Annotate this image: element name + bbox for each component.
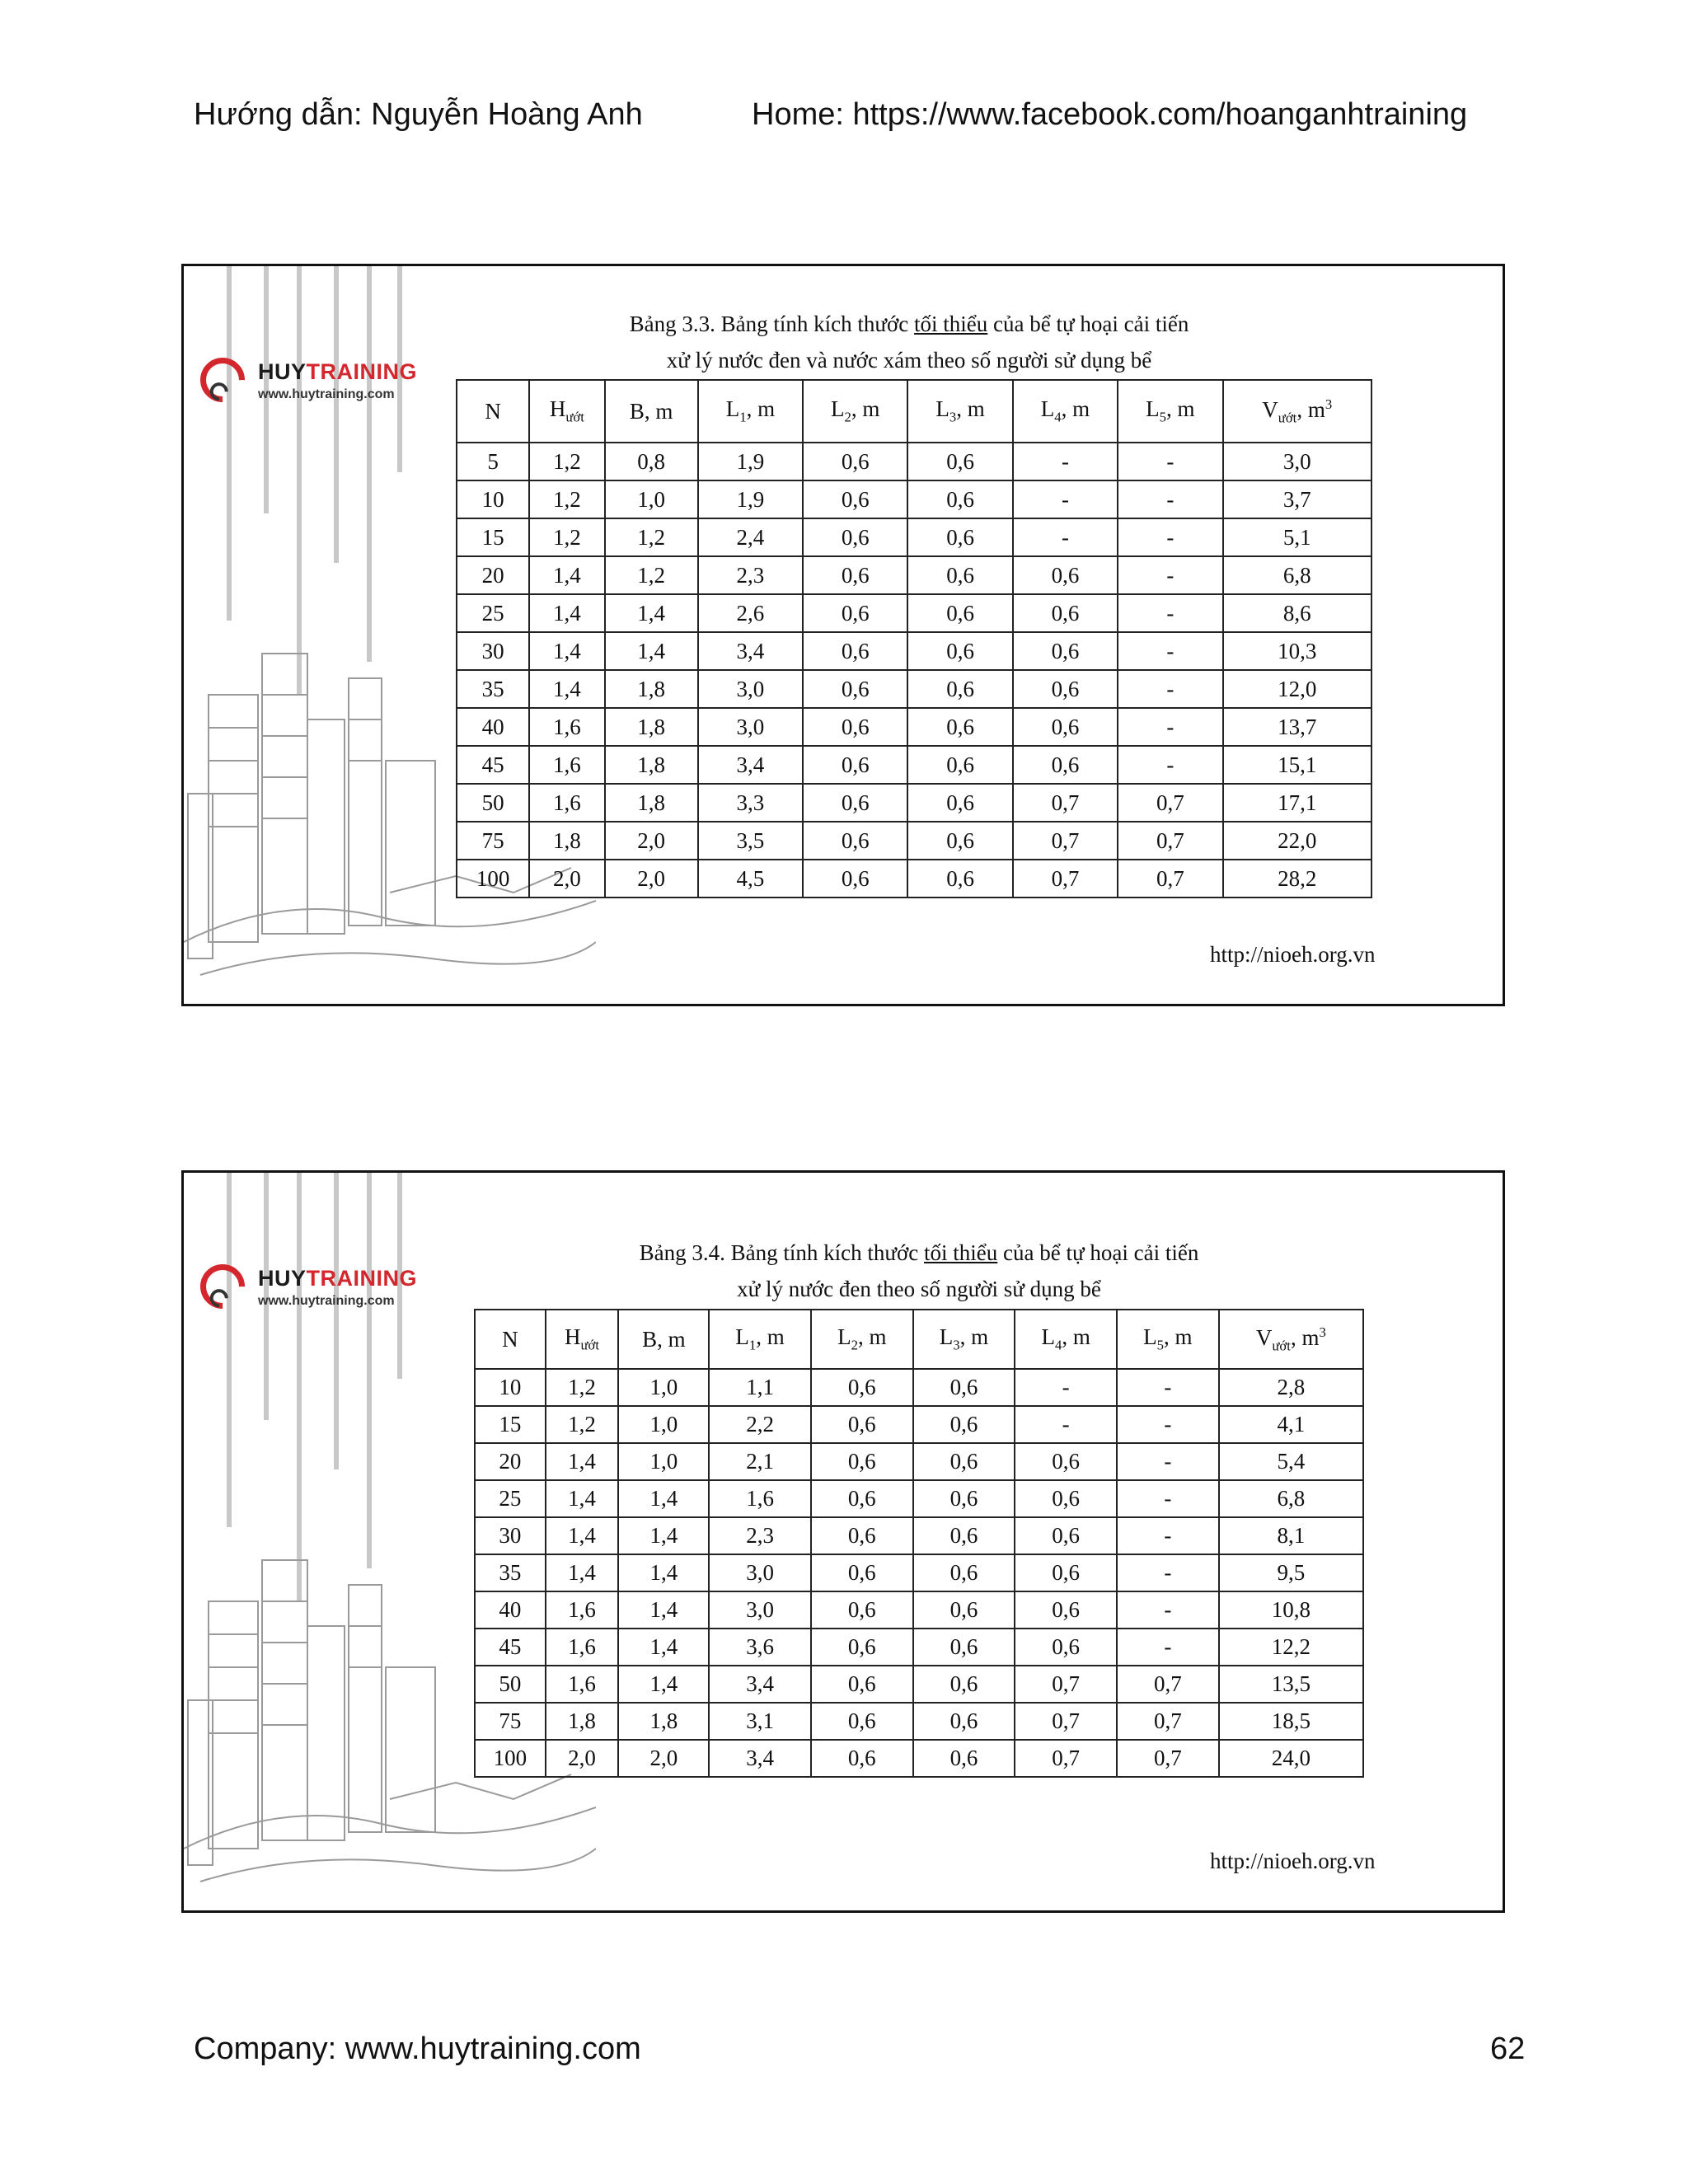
table-cell: 8,1 [1219,1517,1363,1554]
table-cell: 6,8 [1219,1480,1363,1517]
table-cell: - [1013,518,1118,556]
table-cell: 8,6 [1223,594,1372,632]
table-cell: 1,2 [529,443,604,480]
table-cell: 75 [457,822,529,860]
table-cell: 0,6 [907,518,1012,556]
table-cell: 13,7 [1223,708,1372,746]
table-cell: 0,6 [811,1369,913,1406]
table-cell: 0,6 [913,1369,1015,1406]
table-cell: 30 [457,632,529,670]
table-row [457,746,1372,784]
table-cell: 3,4 [698,746,803,784]
table-cell: 2,0 [529,860,604,898]
table-cell: 1,9 [698,480,803,518]
table-cell: - [1117,1591,1219,1629]
table-cell: 0,6 [803,708,907,746]
table-cell: 0,6 [803,746,907,784]
column-header: $V_{ướt}$, $m^3$ [1223,380,1372,443]
table-cell: 20 [475,1443,546,1480]
table-cell: 0,7 [1015,1740,1117,1777]
table-cell: 0,6 [803,594,907,632]
table-cell: 0,6 [1013,746,1118,784]
table-cell: 0,6 [1013,594,1118,632]
table-cell: 0,6 [913,1591,1015,1629]
table-cell: 0,6 [811,1517,913,1554]
table-cell: 1,6 [529,708,604,746]
table-cell: 12,2 [1219,1629,1363,1666]
table-cell: 1,6 [709,1480,811,1517]
table-row [475,1703,1363,1740]
table-row [457,443,1372,480]
table-cell: 0,6 [1015,1554,1117,1591]
table-cell: 3,0 [698,708,803,746]
table-cell: 0,7 [1013,822,1118,860]
table-cell: 22,0 [1223,822,1372,860]
table-cell: 3,4 [709,1740,811,1777]
table-cell: - [1118,746,1222,784]
table-cell: 2,0 [546,1740,619,1777]
table-cell: 5 [457,443,529,480]
table-cell: - [1013,480,1118,518]
table-cell: 0,6 [913,1740,1015,1777]
table-cell: 13,5 [1219,1666,1363,1703]
table-cell: 0,7 [1118,860,1222,898]
table-cell: 3,6 [709,1629,811,1666]
table-cell: 10 [457,480,529,518]
table-cell: - [1117,1629,1219,1666]
column-header: B, m [618,1310,709,1369]
table-cell: 0,8 [605,443,698,480]
column-header: $L_4$, m [1015,1310,1117,1369]
table-cell: - [1118,443,1222,480]
table-cell: 0,6 [811,1443,913,1480]
table-cell: 18,5 [1219,1703,1363,1740]
column-header: B, m [605,380,698,443]
table-cell: 1,6 [529,784,604,822]
table-cell: 0,6 [811,1591,913,1629]
table-cell: 3,7 [1223,480,1372,518]
table-cell: 45 [475,1629,546,1666]
table-cell: - [1015,1369,1117,1406]
column-header: $L_3$, m [913,1310,1015,1369]
table-cell: 1,4 [618,1666,709,1703]
table-cell: 2,1 [709,1443,811,1480]
source-url: http://nioeh.org.vn [1210,1849,1376,1873]
column-header: $V_{ướt}$, $m^3$ [1219,1310,1363,1369]
table-cell: 45 [457,746,529,784]
table-cell: 1,4 [605,632,698,670]
column-header: $L_4$, m [1013,380,1118,443]
table-row [475,1406,1363,1443]
table-cell: 1,0 [605,480,698,518]
table-cell: 2,4 [698,518,803,556]
table-cell: 3,4 [698,632,803,670]
table-cell: 17,1 [1223,784,1372,822]
table-cell: 0,6 [803,518,907,556]
table-cell: 12,0 [1223,670,1372,708]
table-cell: 1,8 [605,708,698,746]
table-cell: 0,6 [811,1554,913,1591]
table-cell: - [1118,480,1222,518]
table-cell: 1,4 [546,1480,619,1517]
table-cell: 0,6 [907,708,1012,746]
table-cell: 0,6 [811,1629,913,1666]
table-cell: 1,2 [546,1406,619,1443]
slide-table-3-4 [181,1170,1505,1913]
table-cell: 0,6 [913,1703,1015,1740]
table-row [457,860,1372,898]
column-header: $H_{ướt}$ [546,1310,619,1369]
table-cell: - [1118,708,1222,746]
table-cell: 0,6 [907,632,1012,670]
table-cell: 2,2 [709,1406,811,1443]
table-cell: 1,0 [618,1443,709,1480]
table-cell: 5,4 [1219,1443,1363,1480]
table-cell: 0,6 [913,1443,1015,1480]
table-row [475,1369,1363,1406]
data-table [456,379,1372,898]
table-cell: 1,4 [546,1443,619,1480]
table-cell: 1,4 [529,556,604,594]
table-cell: 1,0 [618,1406,709,1443]
table-caption: Bảng 3.4. Bảng tính kích thước tối thiểu của bể tự hoại cải tiến xử lý nước đen theo số người sử dụng bể [639,1240,1199,1301]
table-row [457,708,1372,746]
table-cell: 1,2 [605,518,698,556]
table-cell: 4,5 [698,860,803,898]
table-cell: 1,2 [529,480,604,518]
table-cell: 3,0 [698,670,803,708]
table-cell: 1,2 [546,1369,619,1406]
table-cell: 2,6 [698,594,803,632]
table-cell: - [1117,1406,1219,1443]
table-cell: 0,6 [913,1480,1015,1517]
table-row [457,784,1372,822]
table-cell: - [1015,1406,1117,1443]
table-cell: 0,6 [913,1629,1015,1666]
data-table [474,1309,1364,1778]
table-cell: 15 [457,518,529,556]
table-cell: 0,6 [907,822,1012,860]
table-row [475,1554,1363,1591]
table-cell: 40 [475,1591,546,1629]
table-cell: 0,6 [811,1666,913,1703]
table-cell: 0,6 [913,1554,1015,1591]
table-cell: 50 [457,784,529,822]
table-cell: 24,0 [1219,1740,1363,1777]
table-cell: 0,7 [1117,1666,1219,1703]
table-cell: 1,8 [605,746,698,784]
table-cell: 10,8 [1219,1591,1363,1629]
table-cell: 0,7 [1117,1703,1219,1740]
column-header: $L_1$, m [709,1310,811,1369]
table-cell: 1,0 [618,1369,709,1406]
table-cell: 0,6 [803,632,907,670]
table-cell: 1,4 [618,1629,709,1666]
table-cell: - [1118,670,1222,708]
table-cell: 2,3 [709,1517,811,1554]
source-url: http://nioeh.org.vn [1210,942,1376,967]
table-cell: - [1118,632,1222,670]
table-cell: 1,4 [618,1517,709,1554]
table-cell: 3,3 [698,784,803,822]
table-cell: 40 [457,708,529,746]
table-cell: 50 [475,1666,546,1703]
table-cell: 0,6 [907,860,1012,898]
table-cell: 1,8 [546,1703,619,1740]
table-cell: 0,6 [1015,1517,1117,1554]
table-row [457,556,1372,594]
table-cell: 0,6 [1015,1480,1117,1517]
header-author: Hướng dẫn: Nguyễn Hoàng Anh [194,97,643,132]
table-cell: 1,4 [618,1554,709,1591]
table-cell: 1,8 [529,822,604,860]
table-cell: 0,6 [803,556,907,594]
table-cell: 0,6 [1013,632,1118,670]
table-cell: - [1013,443,1118,480]
column-header: N [457,380,529,443]
table-cell: 1,4 [605,594,698,632]
table-cell: 0,6 [913,1406,1015,1443]
table-cell: 1,4 [618,1480,709,1517]
table-cell: 2,0 [605,860,698,898]
table-cell: 5,1 [1223,518,1372,556]
table-cell: 10,3 [1223,632,1372,670]
table-cell: 0,6 [803,784,907,822]
table-cell: 0,6 [907,443,1012,480]
table-cell: 0,6 [1015,1629,1117,1666]
table-cell: 25 [457,594,529,632]
table-cell: 0,7 [1015,1666,1117,1703]
column-header: $L_5$, m [1117,1310,1219,1369]
table-cell: 35 [457,670,529,708]
table-cell: 25 [475,1480,546,1517]
table-row [475,1443,1363,1480]
table-cell: 0,6 [811,1480,913,1517]
table-cell: 1,8 [605,784,698,822]
table-cell: 3,1 [709,1703,811,1740]
table-cell: 0,6 [907,556,1012,594]
table-cell: 9,5 [1219,1554,1363,1591]
table-cell: 0,6 [907,746,1012,784]
page-number: 62 [1490,2032,1526,2066]
table-cell: 2,3 [698,556,803,594]
table-cell: 0,6 [803,670,907,708]
table-row [457,632,1372,670]
table-cell: 0,6 [1015,1591,1117,1629]
table-cell: 1,4 [529,670,604,708]
table-cell: 4,1 [1219,1406,1363,1443]
table-cell: 1,6 [546,1591,619,1629]
table-cell: 1,1 [709,1369,811,1406]
table-cell: 3,0 [709,1591,811,1629]
table-cell: 0,7 [1118,822,1222,860]
table-row [457,594,1372,632]
table-cell: 0,6 [907,594,1012,632]
table-row [475,1517,1363,1554]
table-row [475,1666,1363,1703]
table-cell: 2,0 [618,1740,709,1777]
table-cell: 0,6 [1015,1443,1117,1480]
table-row [475,1740,1363,1777]
table-cell: 1,6 [529,746,604,784]
table-cell: - [1118,556,1222,594]
table-row [457,822,1372,860]
table-cell: 0,6 [811,1406,913,1443]
table-cell: 15,1 [1223,746,1372,784]
table-cell: 0,6 [811,1740,913,1777]
table-cell: 1,4 [546,1554,619,1591]
table-cell: - [1117,1480,1219,1517]
table-cell: 0,6 [907,784,1012,822]
table-cell: 0,7 [1013,784,1118,822]
table-cell: 1,4 [529,632,604,670]
table-cell: 0,6 [1013,708,1118,746]
table-cell: 0,6 [913,1517,1015,1554]
table-row [475,1591,1363,1629]
table-cell: 15 [475,1406,546,1443]
table-cell: 1,8 [605,670,698,708]
table-cell: 0,6 [803,860,907,898]
table-cell: 2,8 [1219,1369,1363,1406]
table-row [475,1629,1363,1666]
table-cell: 0,7 [1013,860,1118,898]
table-cell: - [1118,594,1222,632]
huytraining-logo: HUYTRAINING www.huytraining.com [200,1259,439,1325]
table-cell: - [1117,1554,1219,1591]
table-cell: 0,6 [907,480,1012,518]
slide-table-3-3 [181,264,1505,1006]
table-cell: 1,2 [605,556,698,594]
table-row [457,670,1372,708]
table-cell: 0,7 [1015,1703,1117,1740]
table-cell: 3,4 [709,1666,811,1703]
table-cell: 0,6 [1013,670,1118,708]
table-cell: 0,6 [803,822,907,860]
table-cell: 3,5 [698,822,803,860]
table-row [457,518,1372,556]
table-cell: 10 [475,1369,546,1406]
footer-company[interactable]: Company: www.huytraining.com [194,2032,641,2066]
table-cell: 0,6 [907,670,1012,708]
table-cell: 100 [457,860,529,898]
header-home-link[interactable]: Home: https://www.facebook.com/hoanganhtraining [752,97,1468,132]
column-header: $L_3$, m [907,380,1012,443]
table-cell: 0,6 [913,1666,1015,1703]
column-header: $L_1$, m [698,380,803,443]
table-cell: 20 [457,556,529,594]
table-cell: 100 [475,1740,546,1777]
table-cell: 0,6 [803,443,907,480]
column-header: N [475,1310,546,1369]
table-caption: Bảng 3.3. Bảng tính kích thước tối thiểu của bể tự hoại cải tiến xử lý nước đen và nước xám theo số người sử dụng bể [629,312,1189,373]
table-cell: 1,4 [618,1591,709,1629]
huytraining-logo: HUYTRAINING www.huytraining.com [200,353,439,419]
table-cell: 0,7 [1118,784,1222,822]
table-cell: 1,9 [698,443,803,480]
table-row [475,1480,1363,1517]
table-cell: 0,6 [1013,556,1118,594]
table-cell: 3,0 [709,1554,811,1591]
table-cell: 35 [475,1554,546,1591]
table-cell: - [1117,1443,1219,1480]
column-header: $L_5$, m [1118,380,1222,443]
table-cell: 1,8 [618,1703,709,1740]
table-cell: 0,6 [811,1703,913,1740]
table-cell: 3,0 [1223,443,1372,480]
table-cell: 30 [475,1517,546,1554]
table-cell: 2,0 [605,822,698,860]
table-cell: - [1117,1369,1219,1406]
table-cell: 1,6 [546,1629,619,1666]
table-cell: 75 [475,1703,546,1740]
column-header: $L_2$, m [811,1310,913,1369]
table-row [457,480,1372,518]
table-cell: 1,4 [546,1517,619,1554]
table-cell: 6,8 [1223,556,1372,594]
column-header: $L_2$, m [803,380,907,443]
table-cell: 0,7 [1117,1740,1219,1777]
table-cell: 1,6 [546,1666,619,1703]
table-cell: 28,2 [1223,860,1372,898]
column-header: $H_{ướt}$ [529,380,604,443]
table-cell: 0,6 [803,480,907,518]
table-cell: - [1118,518,1222,556]
table-cell: 1,4 [529,594,604,632]
table-cell: 1,2 [529,518,604,556]
table-cell: - [1117,1517,1219,1554]
